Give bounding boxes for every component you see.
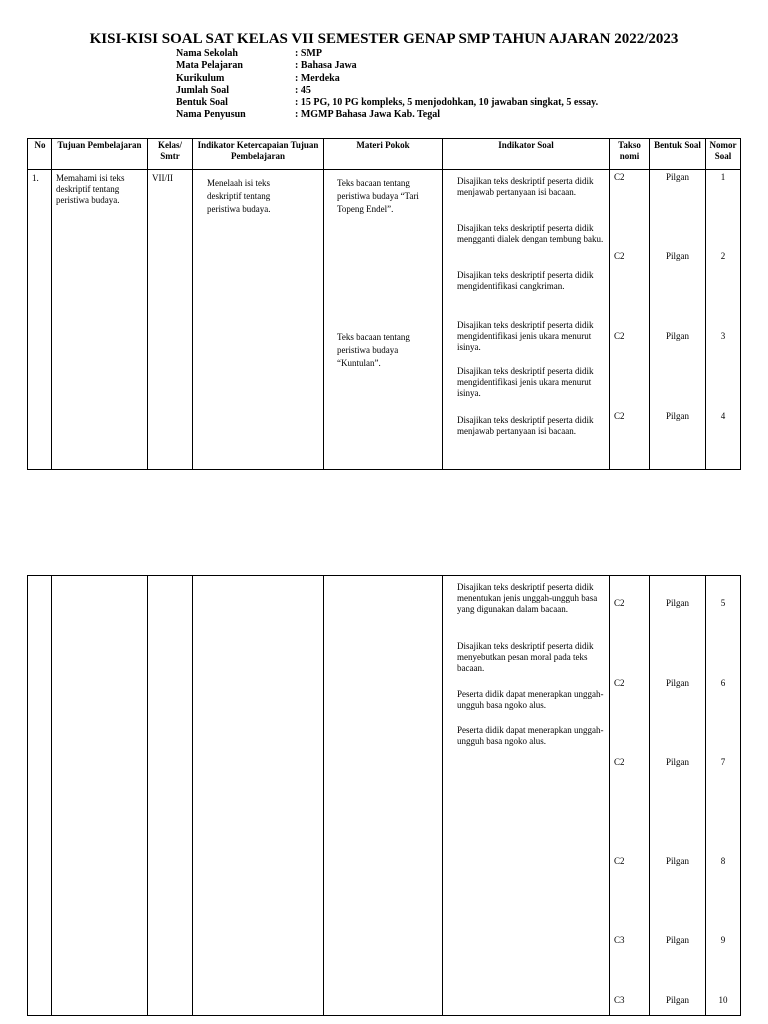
bentuk-soal-cell: Pilgan: [665, 935, 689, 945]
kelas-semester: VII/II: [152, 173, 173, 183]
header-no: No: [34, 140, 46, 150]
header-tujuan: Tujuan Pembelajaran: [57, 140, 142, 150]
indikator-tp-item: Menelaah isi teks deskriptif tentang peristiwa budaya.: [207, 178, 271, 214]
indikator-soal-item: Disajikan teks deskriptif peserta didik mengidentifikasi jenis ukara menurut isinya.: [457, 320, 594, 352]
meta-row-jumlah: [176, 85, 598, 97]
indikator-soal-item: Peserta didik dapat menerapkan unggah-ungguh basa ngoko alus.: [457, 689, 604, 710]
header-kelas: Kelas/ Smtr: [158, 140, 182, 161]
meta-label: Nama Sekolah: [176, 48, 238, 59]
column-divider: [442, 576, 443, 1015]
column-divider: [147, 576, 148, 1015]
taksonomi-cell: C3: [614, 935, 625, 945]
materi-pokok-item: Teks bacaan tentang peristiwa budaya “Tari Topeng Endel”.: [337, 178, 419, 214]
nomor-soal-cell: 3: [720, 331, 726, 341]
meta-row-penyusun: [176, 109, 598, 121]
indikator-soal-item: Disajikan teks deskriptif peserta didik mengganti dialek dengan tembung baku.: [457, 223, 604, 244]
bentuk-soal-cell: Pilgan: [665, 411, 689, 421]
column-divider: [609, 576, 610, 1015]
nomor-soal-cell: 7: [720, 757, 726, 767]
taksonomi-cell: C2: [614, 856, 625, 866]
meta-label: Bentuk Soal: [176, 97, 228, 109]
header-materi: Materi Pokok: [356, 140, 410, 150]
meta-value: : SMP: [295, 48, 322, 59]
column-divider: [51, 139, 52, 469]
document-title: KISI-KISI SOAL SAT KELAS VII SEMESTER GENAP SMP TAHUN AJARAN 2022/2023: [89, 31, 679, 47]
taksonomi-cell: C2: [614, 678, 625, 688]
meta-value: : MGMP Bahasa Jawa Kab. Tegal: [295, 109, 441, 121]
meta-value: : Bahasa Jawa: [295, 60, 357, 72]
nomor-soal-cell: 1: [720, 172, 726, 182]
header-indikator-soal: Indikator Soal: [498, 140, 554, 150]
nomor-soal-cell: 5: [720, 598, 726, 608]
tujuan-pembelajaran: Memahami isi teks deskriptif tentang peristiwa budaya.: [56, 173, 125, 205]
materi-pokok-item: Teks bacaan tentang peristiwa budaya “Kuntulan”.: [337, 332, 410, 368]
nomor-soal-cell: 4: [720, 411, 726, 421]
meta-value: : 15 PG, 10 PG kompleks, 5 menjodohkan, 10 jawaban singkat, 5 essay.: [295, 97, 599, 109]
header-bentuk: Bentuk Soal: [654, 140, 701, 150]
meta-row-kurikulum: [176, 73, 598, 85]
taksonomi-cell: C2: [614, 331, 625, 341]
meta-label: Nama Penyusun: [176, 109, 246, 121]
bentuk-soal-cell: Pilgan: [665, 598, 689, 608]
indikator-soal-item: Disajikan teks deskriptif peserta didik menentukan jenis unggah-ungguh basa yang digunakan dalam bacaan.: [457, 582, 598, 614]
column-divider: [609, 139, 610, 469]
header-nomor: Nomor Soal: [709, 140, 737, 161]
bentuk-soal-cell: Pilgan: [665, 995, 689, 1005]
column-divider: [192, 576, 193, 1015]
indikator-soal-item: Disajikan teks deskriptif peserta didik mengidentifikasi cangkriman.: [457, 270, 594, 291]
indikator-soal-item: Disajikan teks deskriptif peserta didik menyebutkan pesan moral pada teks bacaan.: [457, 641, 594, 673]
indikator-soal-item: Peserta didik dapat menerapkan unggah-ungguh basa ngoko alus.: [457, 725, 604, 746]
column-divider: [147, 139, 148, 469]
meta-label: Kurikulum: [176, 72, 225, 84]
header-taksonomi: Takso nomi: [618, 140, 641, 161]
bentuk-soal-cell: Pilgan: [665, 331, 689, 341]
header-divider: [28, 169, 740, 170]
nomor-soal-cell: 10: [718, 995, 728, 1005]
taksonomi-cell: C2: [614, 251, 625, 261]
bentuk-soal-cell: Pilgan: [665, 251, 689, 261]
taksonomi-cell: C2: [614, 411, 625, 421]
document-meta: [176, 48, 598, 122]
column-divider: [705, 576, 706, 1015]
column-divider: [51, 576, 52, 1015]
indikator-soal-item: Disajikan teks deskriptif peserta didik menjawab pertanyaan isi bacaan.: [457, 415, 594, 436]
taksonomi-cell: C2: [614, 172, 625, 182]
grid-table-page1: [27, 138, 741, 470]
taksonomi-cell: C2: [614, 598, 625, 608]
taksonomi-cell: C3: [614, 995, 625, 1005]
nomor-soal-cell: 9: [720, 935, 726, 945]
indikator-soal-item: Disajikan teks deskriptif peserta didik menjawab pertanyaan isi bacaan.: [457, 176, 594, 197]
meta-row-sekolah: [176, 48, 598, 60]
indikator-soal-item: Disajikan teks deskriptif peserta didik mengidentifikasi jenis ukara menurut isinya.: [457, 366, 594, 398]
nomor-soal-cell: 2: [720, 251, 726, 261]
column-divider: [192, 139, 193, 469]
row-number: 1.: [32, 173, 39, 183]
meta-value: : Merdeka: [295, 72, 340, 84]
bentuk-soal-cell: Pilgan: [665, 678, 689, 688]
column-divider: [323, 139, 324, 469]
header-indikator-tp: Indikator Ketercapaian Tujuan Pembelajaran: [197, 140, 319, 161]
bentuk-soal-cell: Pilgan: [665, 172, 689, 182]
nomor-soal-cell: 8: [720, 856, 726, 866]
meta-label: Mata Pelajaran: [176, 60, 243, 72]
column-divider: [323, 576, 324, 1015]
nomor-soal-cell: 6: [720, 678, 726, 688]
bentuk-soal-cell: Pilgan: [665, 856, 689, 866]
meta-row-bentuk: [176, 97, 598, 109]
taksonomi-cell: C2: [614, 757, 625, 767]
column-divider: [649, 576, 650, 1015]
meta-row-mapel: [176, 60, 598, 72]
meta-value: : 45: [295, 84, 311, 96]
column-divider: [442, 139, 443, 469]
meta-label: Jumlah Soal: [176, 84, 230, 96]
grid-table-page2: [27, 575, 741, 1016]
bentuk-soal-cell: Pilgan: [665, 757, 689, 767]
